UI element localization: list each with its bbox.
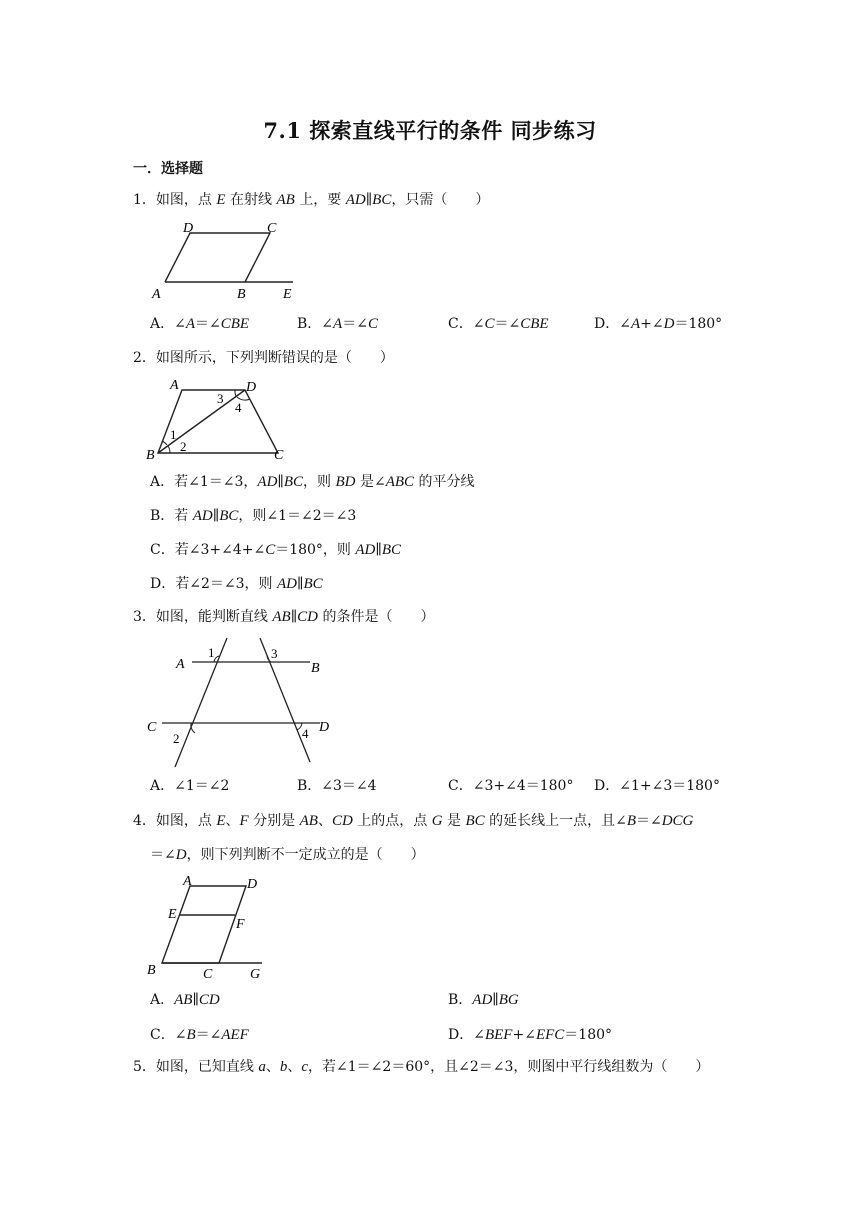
question-4-figure — [140, 870, 280, 982]
question-1-figure — [145, 220, 305, 305]
label-f: F — [236, 917, 245, 932]
angle-2-label: 2 — [173, 731, 180, 746]
question-3-option-b: B．∠3＝∠4 — [297, 778, 377, 794]
angle-1-label: 1 — [208, 645, 215, 660]
angle-3-label: 3 — [217, 391, 224, 406]
label-d: D — [183, 221, 194, 236]
label-d: D — [247, 877, 258, 892]
label-c: C — [267, 221, 277, 236]
label-a: A — [170, 378, 179, 393]
label-d: D — [246, 380, 257, 395]
question-4-option-b: B．AD∥BG — [448, 992, 519, 1008]
angle-2-label: 2 — [180, 439, 187, 454]
section-heading: 一．选择题 — [133, 161, 203, 177]
label-c: C — [274, 448, 284, 463]
question-2-option-c: C．若∠3+∠4+∠C＝180°，则 AD∥BC — [150, 542, 402, 558]
question-2-figure — [140, 375, 300, 465]
question-1-stem: 1．如图，点 E 在射线 AB 上，要 AD∥BC，只需（ ） — [133, 192, 490, 208]
question-5-stem: 5．如图，已知直线 a、b、c，若∠1＝∠2＝60°，且∠2＝∠3，则图中平行线组数为（ ） — [133, 1059, 710, 1075]
question-4-stem-line-1: 4．如图，点 E、F 分别是 AB、CD 上的点，点 G 是 BC 的延长线上一点，且∠B＝∠DCG — [133, 813, 694, 829]
question-3-option-c: C．∠3+∠4＝180° — [448, 778, 574, 794]
label-d: D — [319, 720, 330, 735]
label-b: B — [237, 287, 246, 302]
label-a: A — [152, 287, 161, 302]
label-b: B — [311, 661, 320, 676]
page-title: 7.1 探索直线平行的条件 同步练习 — [263, 118, 597, 143]
question-3-option-a: A．∠1＝∠2 — [150, 778, 230, 794]
question-1-option-b: B．∠A＝∠C — [297, 316, 378, 332]
diagonal-bd — [158, 390, 245, 453]
question-2-option-b: B．若 AD∥BC，则∠1＝∠2＝∠3 — [150, 508, 357, 524]
angle-4-label: 4 — [235, 400, 242, 415]
label-c: C — [203, 967, 213, 982]
question-1-option-a: A．∠A＝∠CBE — [150, 316, 250, 332]
question-1-option-d: D．∠A+∠D＝180° — [594, 316, 723, 332]
label-e: E — [168, 907, 177, 922]
question-4-option-d: D．∠BEF+∠EFC＝180° — [448, 1027, 613, 1043]
label-a: A — [176, 657, 185, 672]
label-b: B — [146, 448, 155, 463]
angle-4-label: 4 — [302, 726, 309, 741]
question-3-stem: 3．如图，能判断直线 AB∥CD 的条件是（ ） — [133, 609, 435, 625]
label-a: A — [183, 874, 192, 889]
question-2-option-a: A．若∠1＝∠3，AD∥BC，则 BD 是∠ABC 的平分线 — [150, 474, 475, 490]
label-b: B — [147, 963, 156, 978]
question-4-stem-line-2: ＝∠D，则下列判断不一定成立的是（ ） — [150, 847, 425, 863]
angle-1-label: 1 — [170, 427, 177, 442]
question-3-option-d: D．∠1+∠3＝180° — [594, 778, 720, 794]
question-2-option-d: D．若∠2＝∠3，则 AD∥BC — [150, 576, 323, 592]
label-e: E — [283, 287, 292, 302]
question-3-figure — [140, 635, 340, 770]
question-2-stem: 2．如图所示，下列判断错误的是（ ） — [133, 350, 394, 366]
angle-3-label: 3 — [271, 646, 278, 661]
parallelogram-abcd — [162, 886, 246, 963]
parallelogram-abcd — [165, 233, 270, 282]
label-c: C — [147, 720, 157, 735]
question-4-option-c: C．∠B＝∠AEF — [150, 1027, 249, 1043]
question-1-option-c: C．∠C＝∠CBE — [448, 316, 549, 332]
label-g: G — [250, 967, 261, 982]
question-4-option-a: A．AB∥CD — [150, 992, 220, 1008]
